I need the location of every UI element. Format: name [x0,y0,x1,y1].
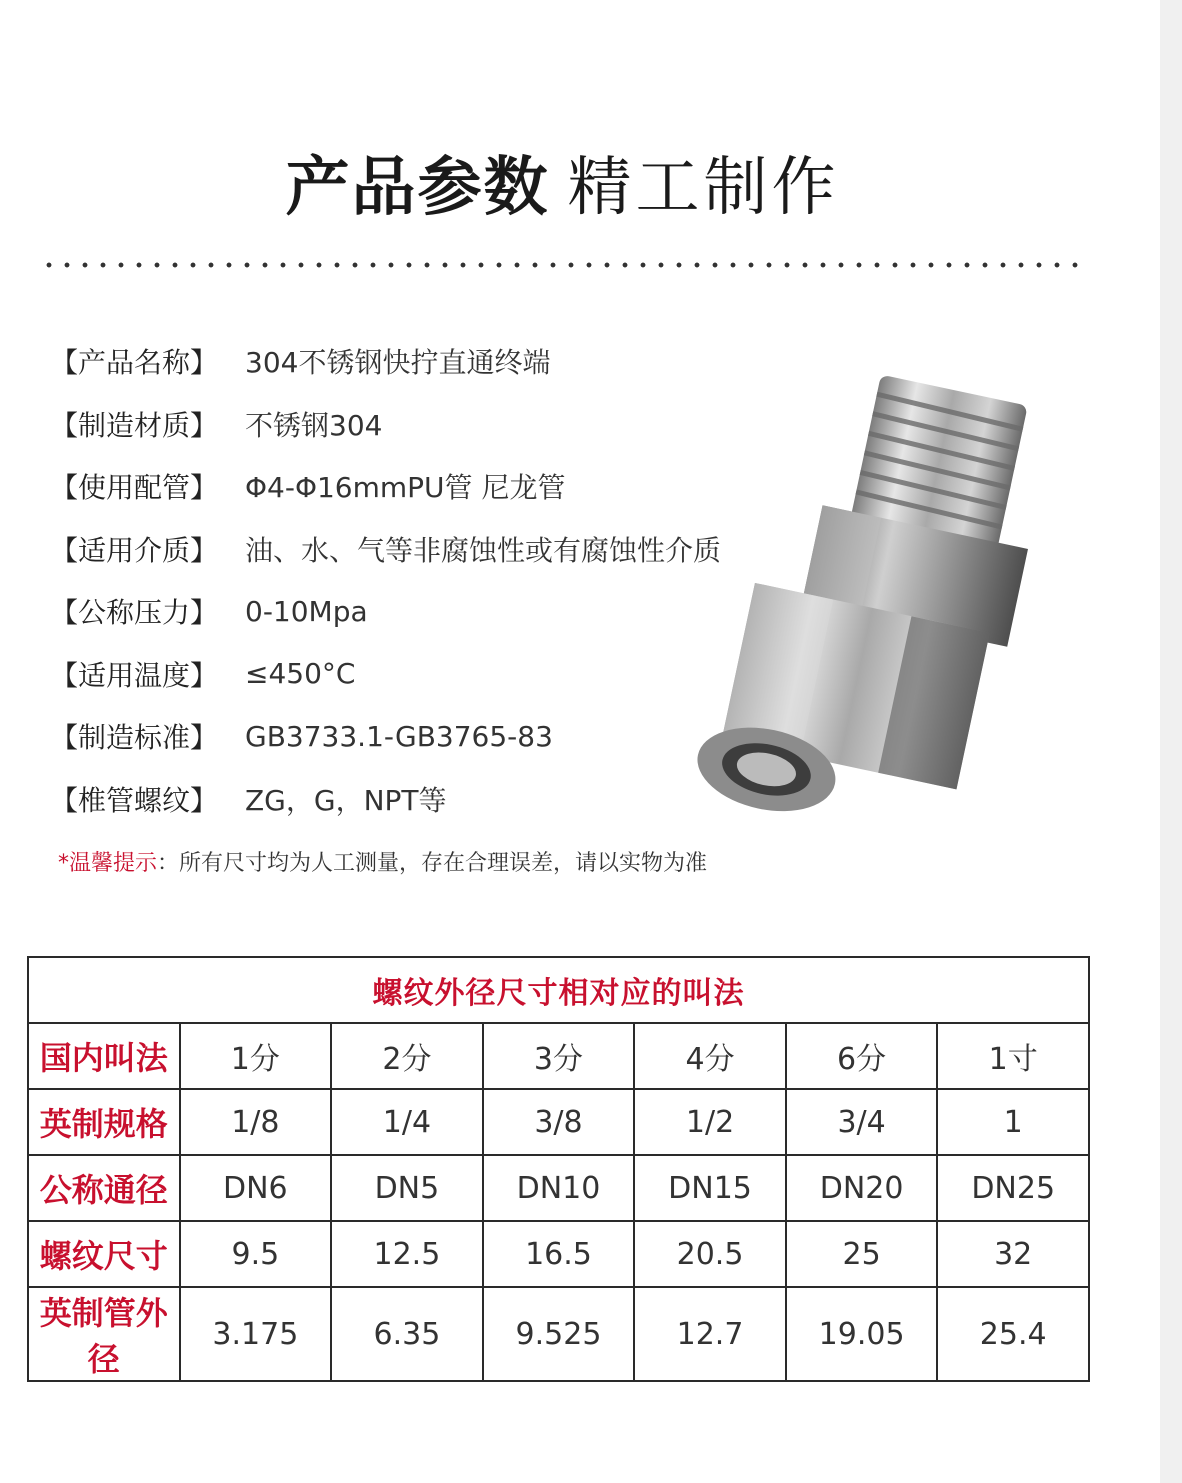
spec-label: 【椎管螺纹】 [50,783,219,817]
spec-row-medium [50,518,721,581]
table-cell: 25.4 [937,1287,1089,1381]
spec-row-pressure [50,580,721,643]
table-caption-row [28,957,1089,1023]
table-cell: 9.5 [180,1221,332,1287]
table-cell: 3/4 [786,1089,938,1155]
spec-value: 0-10Mpa [245,594,368,628]
spec-row-name [50,330,721,393]
table-row [28,1155,1089,1221]
table-cell: 12.5 [331,1221,483,1287]
spec-value: Φ4-Φ16mmPU管 尼龙管 [245,471,566,505]
spec-value: ≤450°C [245,657,356,691]
spec-value: ZG，G，NPT等 [245,783,447,817]
table-cell: 20.5 [634,1221,786,1287]
spec-row-temperature [50,643,721,706]
table-cell: DN10 [483,1155,635,1221]
table-cell: DN15 [634,1155,786,1221]
spec-row-standard [50,705,721,768]
table-cell: 19.05 [786,1287,938,1381]
table-cell: DN5 [331,1155,483,1221]
row-header: 英制管外径 [28,1287,180,1381]
spec-row-thread [50,768,721,831]
table-cell: 2分 [331,1023,483,1089]
spec-value: 不锈钢304 [245,408,383,442]
table-cell: 1/4 [331,1089,483,1155]
title-light: 精工制作 [567,151,840,225]
table-cell: 3分 [483,1023,635,1089]
spec-value: 油、水、气等非腐蚀性或有腐蚀性介质 [245,533,722,567]
table-cell: 1/2 [634,1089,786,1155]
row-header: 螺纹尺寸 [28,1221,180,1287]
table-caption: 螺纹外径尺寸相对应的叫法 [28,957,1089,1023]
table-cell: 32 [937,1221,1089,1287]
warm-tip-note [58,846,707,877]
table-row [28,1287,1089,1381]
table-cell: 25 [786,1221,938,1287]
table-cell: 6分 [786,1023,938,1089]
spec-row-tubing [50,455,721,518]
page-title [0,148,1125,228]
note-prefix: *温馨提示 [58,851,158,876]
title-bold: 产品参数 [285,151,550,225]
table-row [28,1089,1089,1155]
row-header: 英制规格 [28,1089,180,1155]
table-cell: 1 [937,1089,1089,1155]
table-cell: DN6 [180,1155,332,1221]
stainless-steel-fitting-icon [690,375,1030,835]
table-row [28,1023,1089,1089]
table-cell: 12.7 [634,1287,786,1381]
table-cell: 1寸 [937,1023,1089,1089]
table-cell: 6.35 [331,1287,483,1381]
spec-row-material [50,393,721,456]
spec-label: 【制造标准】 [50,721,219,755]
row-header: 国内叫法 [28,1023,180,1089]
table-cell: 1分 [180,1023,332,1089]
note-text: ：所有尺寸均为人工测量，存在合理误差，请以实物为准 [157,851,708,876]
table-cell: 16.5 [483,1221,635,1287]
spec-label: 【使用配管】 [50,471,219,505]
thread-size-table [27,956,1090,1382]
spec-label: 【公称压力】 [50,596,219,630]
spec-value: 304不锈钢快拧直通终端 [245,346,551,380]
spec-label: 【制造材质】 [50,408,219,442]
spec-label: 【适用温度】 [50,658,219,692]
spec-value: GB3733.1-GB3765-83 [245,719,553,753]
table-cell: 3.175 [180,1287,332,1381]
table-cell: 1/8 [180,1089,332,1155]
dotted-divider [40,262,1080,268]
table-cell: DN20 [786,1155,938,1221]
row-header: 公称通径 [28,1155,180,1221]
right-edge-strip [1160,0,1182,1483]
table-row [28,1221,1089,1287]
table-cell: 4分 [634,1023,786,1089]
table-cell: DN25 [937,1155,1089,1221]
spec-label: 【产品名称】 [50,346,219,380]
table-cell: 3/8 [483,1089,635,1155]
spec-label: 【适用介质】 [50,533,219,567]
spec-list [50,330,721,830]
table-cell: 9.525 [483,1287,635,1381]
